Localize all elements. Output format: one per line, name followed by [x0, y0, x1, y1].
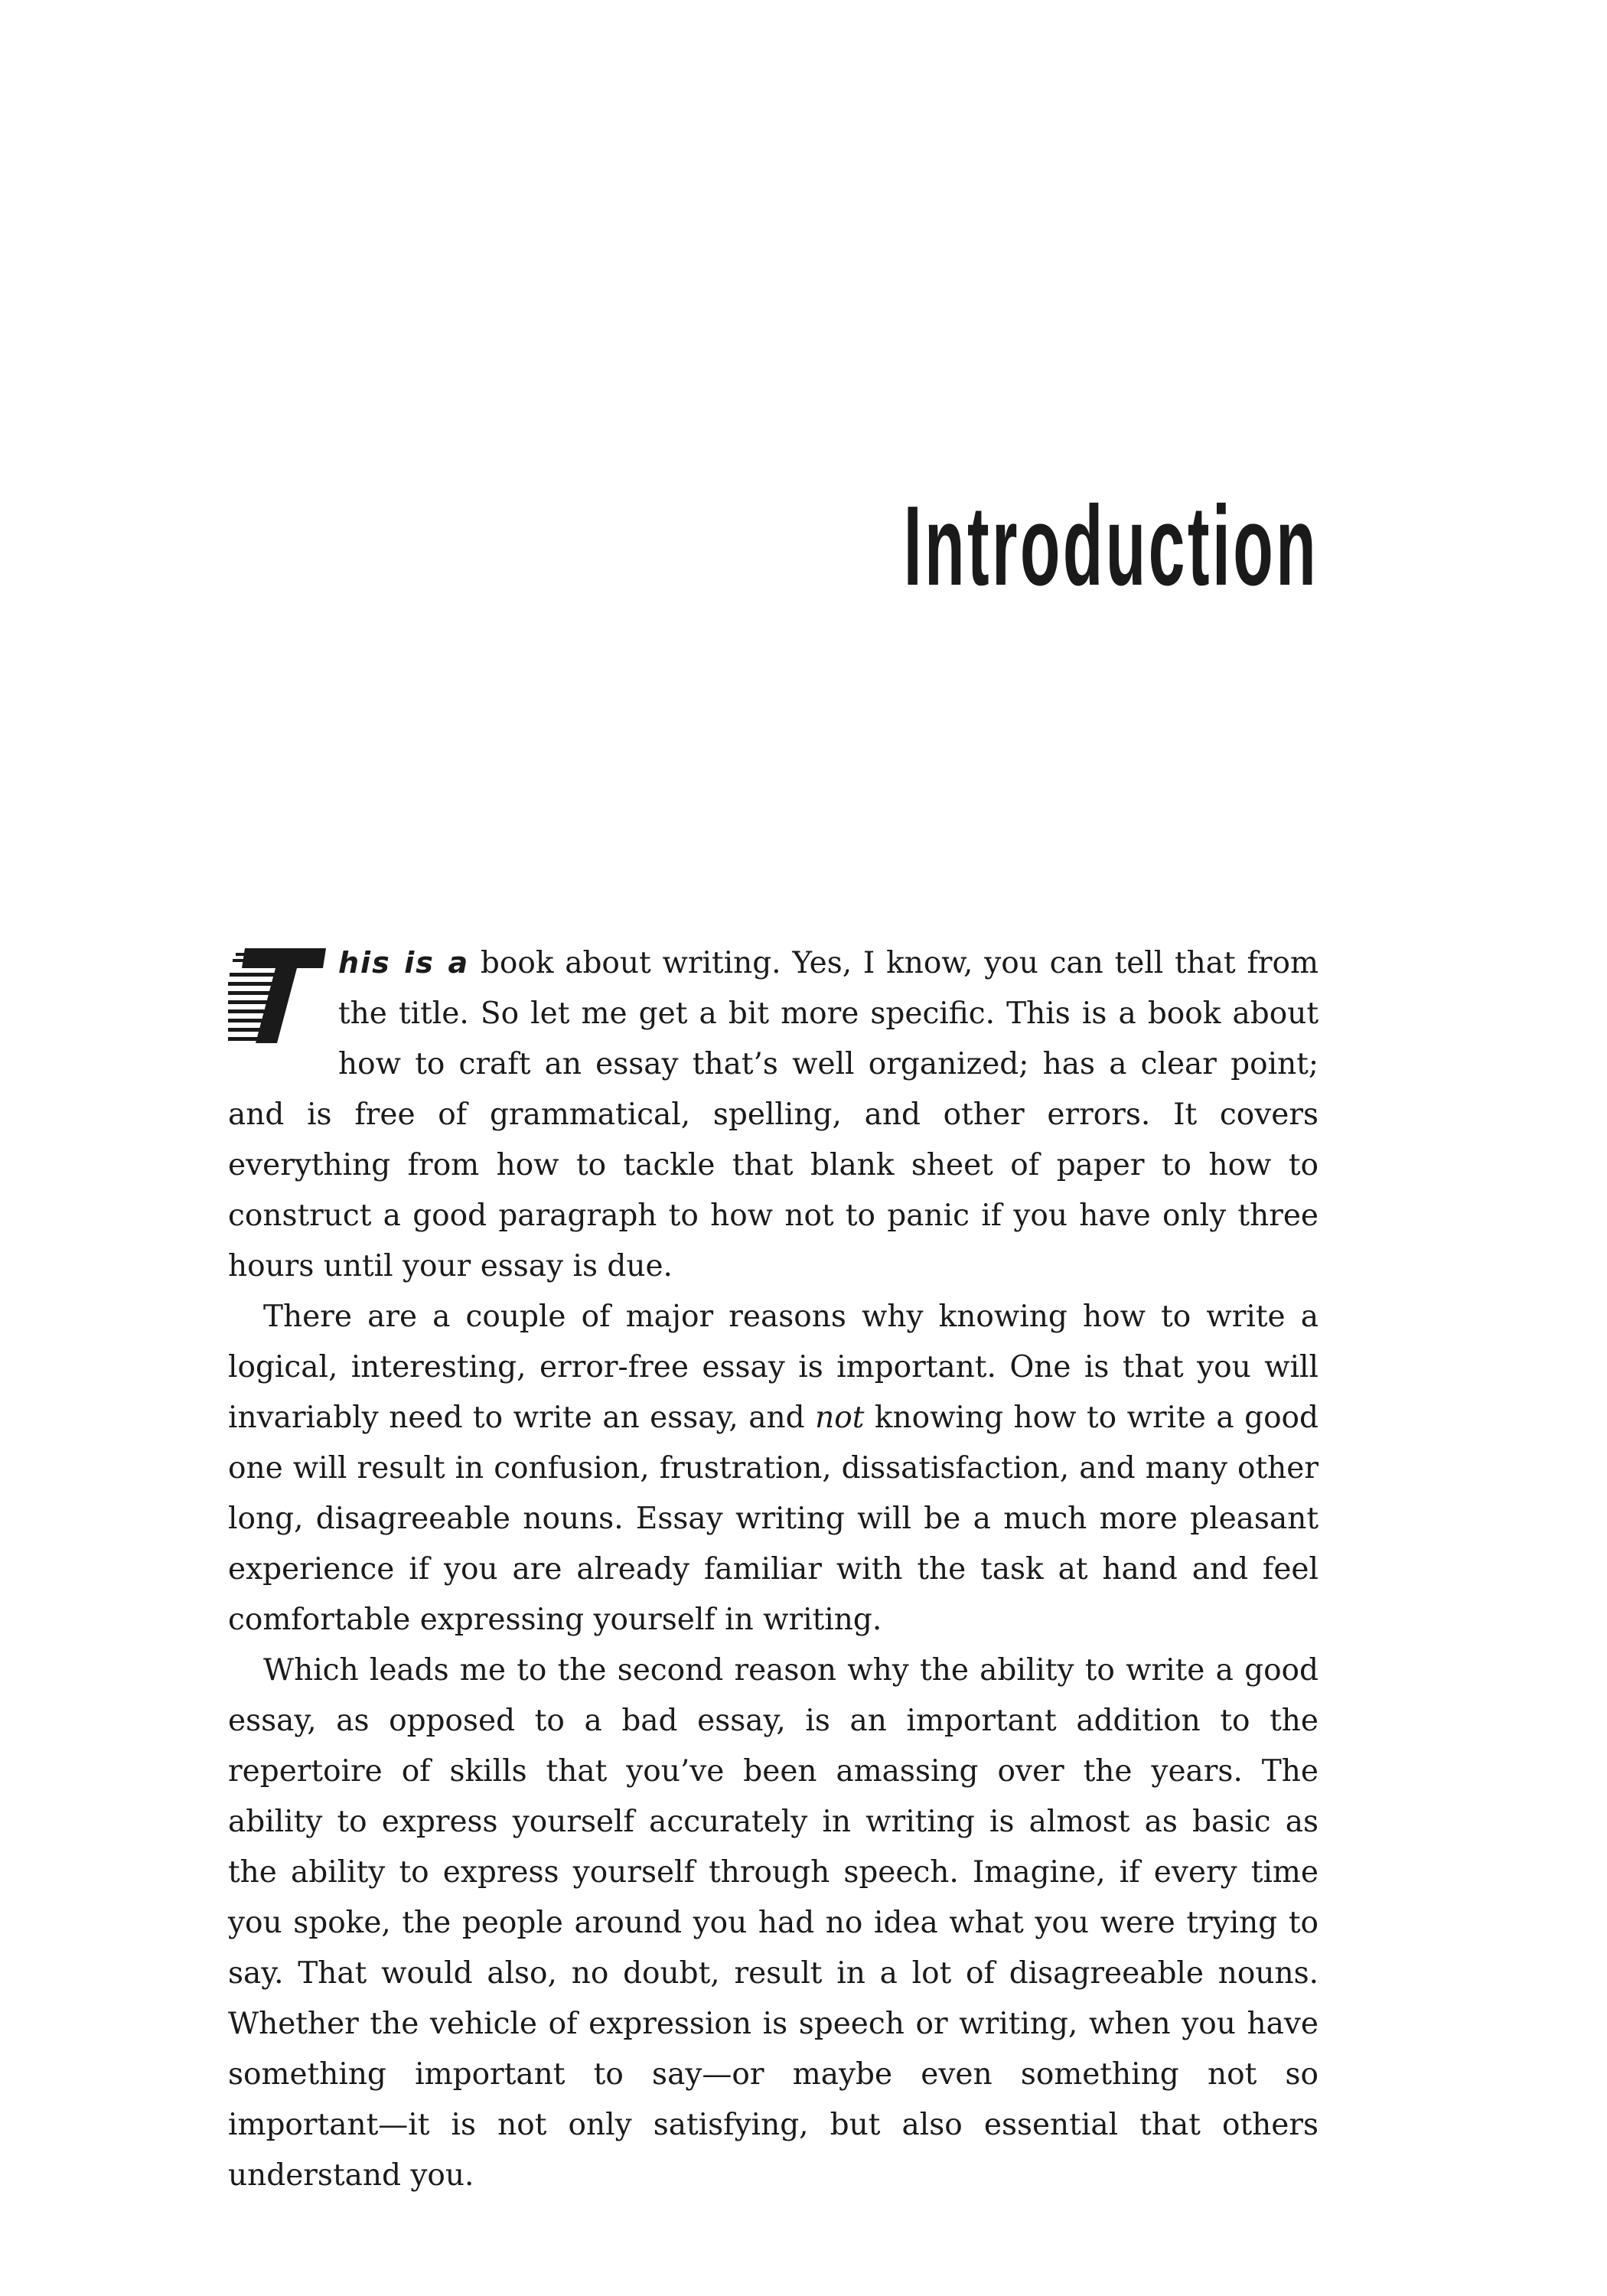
- lead-in: his is a: [338, 946, 470, 980]
- paragraph-2: [228, 1292, 1319, 1645]
- paragraph-2-text-end: knowing how to write a good one will result in confusion, frustration, dissatisfaction, and many other long, disagreeable nouns. Essay writing will be a much more pleasant experience if you are already familiar with the task at hand and feel comfortable expressing yourself in writing.: [228, 1401, 1319, 1637]
- body-text: [228, 938, 1319, 2201]
- paragraph-2-text-start: There are a couple of major reasons why knowing how to write a logical, interesting, error-free essay is important. One is that you will invariably need to write an essay, and: [228, 1300, 1319, 1435]
- drop-cap-t-icon: [228, 947, 328, 1045]
- paragraph-3: Which leads me to the second reason why the ability to write a good essay, as opposed to a bad essay, is an important addition to the repertoire of skills that you’ve been amassing over the years. The ability to express yourself accurately in writing is almost as basic as the ability to express yourself through speech. Imagine, if every time you spoke, the people around you had no idea what you were trying to say. That would also, no doubt, result in a lot of disagreeable nouns. Whether the vehicle of expression is speech or writing, when you have something important to say—or maybe even something not so important—it is not only satisfying, but also essential that others understand you.: [228, 1653, 1319, 2193]
- paragraph-1-text: book about writing. Yes, I know, you can tell that from the title. So let me get a bit more specific. This is a book about how to craft an essay that’s well organized; has a clear point; and is free of grammatical, spelling, and other errors. It covers everything from how to tackle that blank sheet of paper to how to construct a good paragraph to how not to panic if you have only three hours until your essay is due.: [228, 946, 1319, 1283]
- chapter-title: Introduction: [903, 483, 1319, 609]
- emphasis-not: not: [815, 1401, 865, 1435]
- paragraph-1: [228, 938, 1319, 1292]
